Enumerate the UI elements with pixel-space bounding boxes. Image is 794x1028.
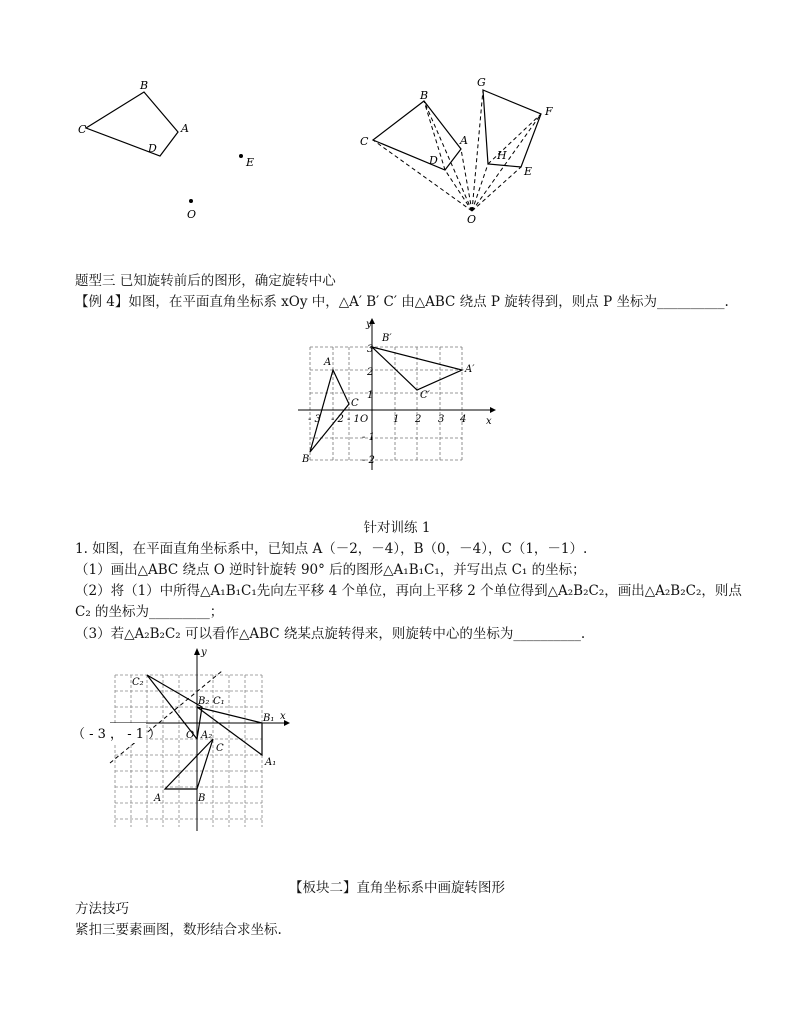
label-left-B: B bbox=[140, 79, 149, 92]
origin-label: O bbox=[360, 414, 369, 425]
right-quad-EFGH bbox=[483, 90, 541, 167]
y-tick: 2 bbox=[367, 367, 374, 378]
label-left-D: D bbox=[148, 142, 157, 155]
method-tips-heading: 方法技巧 bbox=[75, 901, 129, 917]
label-right-H: H bbox=[497, 149, 507, 162]
label-A: A bbox=[154, 793, 162, 804]
label-right-C: C bbox=[360, 135, 369, 148]
label-C: C bbox=[351, 398, 359, 409]
y-tick: - 1 bbox=[362, 432, 375, 443]
label-A-prime: A′ bbox=[465, 364, 475, 375]
y-tick: - 2 bbox=[362, 455, 375, 466]
label-left-A: A bbox=[181, 122, 189, 135]
training-title: 针对训练 1 bbox=[363, 520, 431, 536]
dashed-construction-line bbox=[110, 671, 222, 763]
label-right-F: F bbox=[545, 105, 553, 118]
rotation-figure-top bbox=[60, 70, 580, 230]
x-axis-label: x bbox=[280, 711, 286, 722]
y-axis-label: y bbox=[366, 319, 372, 330]
x-tick: - 1 bbox=[347, 414, 360, 425]
label-left-C: C bbox=[78, 123, 87, 136]
label-A2: A₂ bbox=[201, 730, 213, 741]
label-A: A bbox=[324, 357, 332, 368]
x-axis-arrow bbox=[490, 407, 496, 413]
label-C: C bbox=[216, 743, 224, 754]
label-right-O: O bbox=[467, 213, 477, 226]
handwritten-answer: （ - 3 ， - 1 ） bbox=[72, 727, 162, 742]
x-axis-label: x bbox=[486, 416, 492, 427]
method-tips-text: 紧扣三要素画图，数形结合求坐标. bbox=[75, 922, 282, 938]
y-axis-arrow bbox=[194, 648, 200, 655]
block2-title: 【板块二】直角坐标系中画旋转图形 bbox=[289, 880, 505, 896]
coordinate-figure-example4 bbox=[290, 312, 510, 472]
label-left-E: E bbox=[246, 156, 255, 169]
point-O bbox=[189, 199, 193, 203]
section3-heading: 题型三 已知旋转前后的图形，确定旋转中心 bbox=[75, 273, 336, 289]
training-q1: 1. 如图，在平面直角坐标系中，已知点 A（－2，－4），B（0，－4），C（1，－1）. bbox=[75, 541, 588, 557]
x-tick: 1 bbox=[393, 414, 400, 425]
x-tick: - 2 bbox=[331, 414, 344, 425]
label-C1: C₁ bbox=[213, 696, 225, 707]
label-C-prime: C′ bbox=[420, 390, 430, 401]
training-q1-part3: （3）若△A₂B₂C₂ 可以看作△ABC 绕某点旋转得来，则旋转中心的坐标为__________. bbox=[75, 626, 586, 642]
training-q1-part2b: C₂ 的坐标为_________； bbox=[75, 604, 224, 620]
right-quad-ABCD bbox=[373, 101, 461, 170]
example4-text: 【例 4】如图，在平面直角坐标系 xOy 中，△A′ B′ C′ 由△ABC 绕点 P 旋转得到，则点 P 坐标为__________. bbox=[75, 294, 729, 310]
label-C2: C₂ bbox=[132, 677, 144, 688]
left-quadrilateral bbox=[86, 92, 178, 156]
x-tick: 2 bbox=[415, 414, 422, 425]
label-right-E: E bbox=[524, 165, 533, 178]
label-right-G: G bbox=[477, 76, 486, 89]
training-q1-part2: （2）将（1）中所得△A₁B₁C₁先向左平移 4 个单位，再向上平移 2 个单位得到△A₂B₂C₂，画出△A₂B₂C₂，则点 bbox=[75, 583, 742, 599]
triangle-ABC bbox=[310, 370, 349, 452]
label-B: B bbox=[198, 793, 206, 804]
grid-lines bbox=[115, 675, 262, 827]
y-tick: 1 bbox=[367, 390, 374, 401]
label-right-D: D bbox=[429, 154, 438, 167]
origin-label: O bbox=[186, 730, 195, 741]
label-right-A: A bbox=[460, 134, 468, 147]
label-B1: B₁ bbox=[263, 713, 275, 724]
label-A1: A₁ bbox=[265, 757, 277, 768]
y-axis-label: y bbox=[201, 647, 207, 658]
coordinate-figure-training bbox=[70, 643, 310, 833]
x-tick: - 3 bbox=[308, 414, 321, 425]
x-tick: 3 bbox=[438, 414, 445, 425]
point-E bbox=[239, 154, 243, 158]
y-tick-labels bbox=[362, 344, 375, 466]
x-tick: 4 bbox=[460, 414, 467, 425]
label-left-O: O bbox=[187, 208, 197, 221]
label-B2: B₂ bbox=[198, 696, 210, 707]
training-q1-part1: （1）画出△ABC 绕点 O 逆时针旋转 90° 后的图形△A₁B₁C₁，并写出点 C₁ 的坐标； bbox=[75, 562, 586, 578]
triangle-ABC bbox=[165, 739, 213, 789]
label-B-prime: B′ bbox=[382, 333, 392, 344]
y-tick: 3 bbox=[367, 344, 374, 355]
x-tick-labels bbox=[308, 414, 466, 425]
label-B: B bbox=[302, 454, 310, 465]
label-right-B: B bbox=[420, 89, 429, 102]
